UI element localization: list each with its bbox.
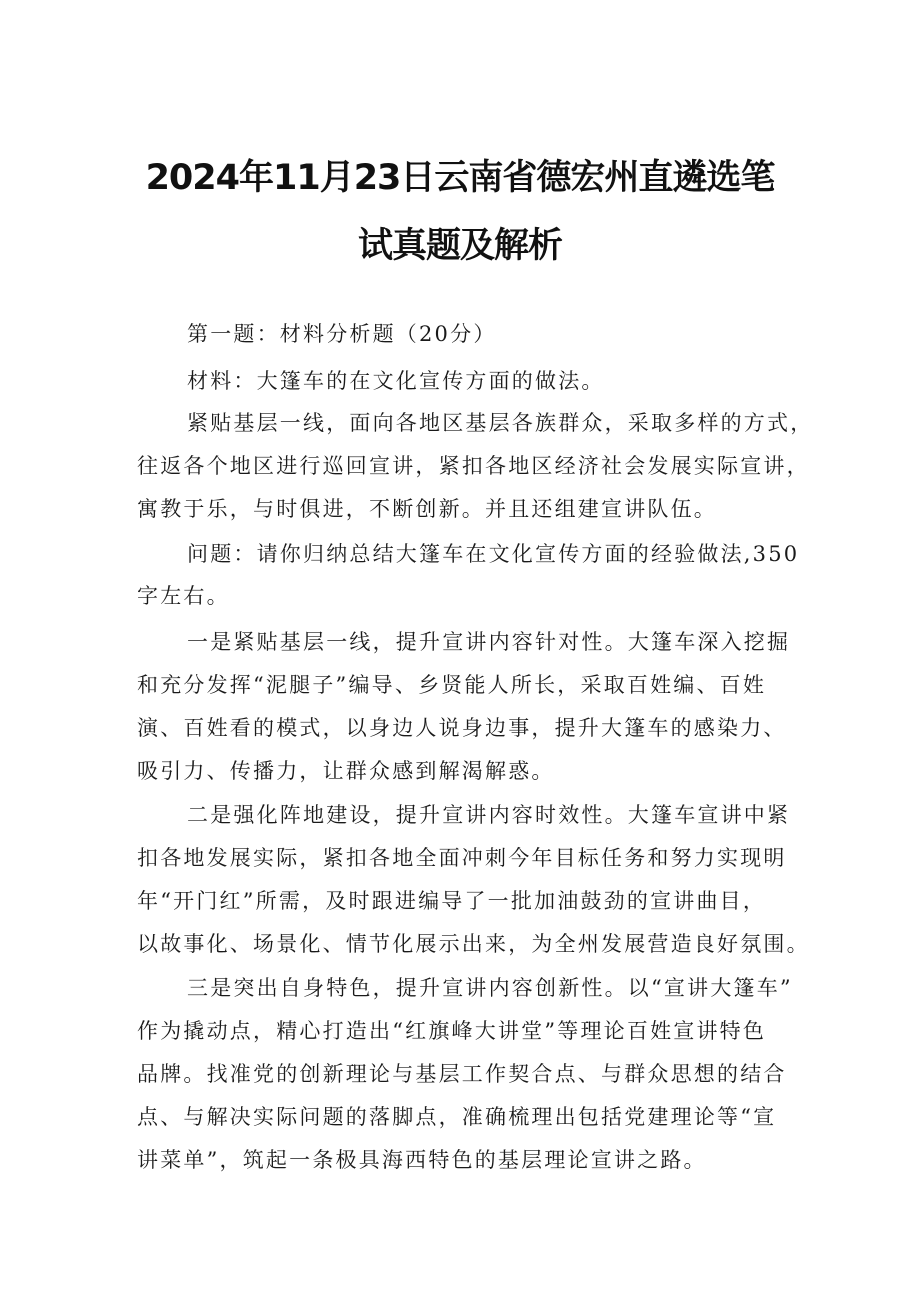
answer-paragraph-3-line: 品牌。找准党的创新理论与基层工作契合点、与群众思想的结合 (137, 1062, 787, 1086)
question-heading: 第一题：材料分析题（20分） (187, 322, 497, 346)
document-title-line-2: 试真题及解析 (357, 226, 562, 266)
answer-paragraph-2-line: 二是强化阵地建设，提升宣讲内容时效性。大篷车宣讲中紧 (187, 803, 791, 827)
answer-paragraph-2-line: 以故事化、场景化、情节化展示出来，为全州发展营造良好氛围。 (137, 932, 810, 956)
question-text-line: 问题：请你归纳总结大篷车在文化宣传方面的经验做法,350 (187, 542, 800, 566)
answer-paragraph-3-line: 作为撬动点，精心打造出“红旗峰大讲堂”等理论百姓宣讲特色 (137, 1019, 767, 1043)
material-label: 材料：大篷车的在文化宣传方面的做法。 (187, 369, 605, 393)
material-text-line: 往返各个地区进行巡回宣讲，紧扣各地区经济社会发展实际宣讲， (137, 454, 810, 478)
answer-paragraph-1-line: 和充分发挥“泥腿子”编导、乡贤能人所长，采取百姓编、百姓 (137, 673, 767, 697)
document-title-line-1: 2024年11月23日云南省德宏州直遴选笔 (145, 158, 775, 198)
answer-paragraph-3-line: 三是突出自身特色，提升宣讲内容创新性。以“宣讲大篷车” (187, 976, 793, 1000)
answer-paragraph-3-line: 讲菜单”，筑起一条极具海西特色的基层理论宣讲之路。 (137, 1148, 707, 1172)
answer-paragraph-1-line: 吸引力、传播力，让群众感到解渴解惑。 (137, 759, 555, 783)
answer-paragraph-3-line: 点、与解决实际问题的落脚点，准确梳理出包括党建理论等“宣 (137, 1105, 777, 1129)
answer-paragraph-1-line: 一是紧贴基层一线，提升宣讲内容针对性。大篷车深入挖掘 (187, 630, 791, 654)
material-text-line: 寓教于乐，与时俱进，不断创新。并且还组建宣讲队伍。 (137, 497, 717, 521)
answer-paragraph-2-line: 扣各地发展实际，紧扣各地全面冲刺今年目标任务和努力实现明 (137, 846, 787, 870)
material-text-line: 紧贴基层一线，面向各地区基层各族群众，采取多样的方式， (187, 411, 814, 435)
answer-paragraph-1-line: 演、百姓看的模式，以身边人说身边事，提升大篷车的感染力、 (137, 716, 787, 740)
answer-paragraph-2-line: 年“开门红”所需，及时跟进编导了一批加油鼓劲的宣讲曲目， (137, 889, 767, 913)
question-text-line: 字左右。 (137, 584, 230, 608)
